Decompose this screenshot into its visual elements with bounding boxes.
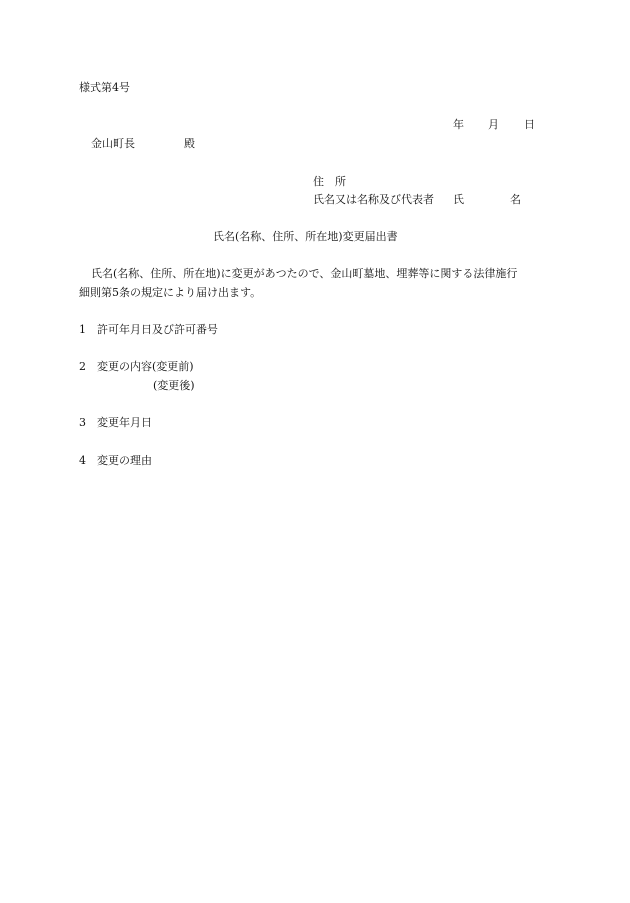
item-number: 4 <box>79 454 86 467</box>
date-day-label: 日 <box>524 118 535 131</box>
applicant-name-label: 氏名又は名称及び代表者 <box>313 193 434 206</box>
date-month-label: 月 <box>488 118 499 131</box>
body-line-2: 細則第5条の規定により届け出ます。 <box>79 286 262 299</box>
addressee-honorific: 殿 <box>184 137 195 150</box>
item-number: 1 <box>79 323 86 336</box>
document-title: 氏名(名称、住所、所在地)変更届出書 <box>213 230 398 243</box>
item-text: 変更の内容(変更前) <box>97 360 194 373</box>
item-number: 2 <box>79 360 86 373</box>
applicant-address-label: 住 所 <box>313 175 346 188</box>
item-subtext: (変更後) <box>153 379 195 392</box>
applicant-name-char-1: 氏 <box>453 193 464 206</box>
item-text: 変更年月日 <box>97 416 152 429</box>
item-text: 変更の理由 <box>97 454 152 467</box>
item-number: 3 <box>79 416 86 429</box>
item-text: 許可年月日及び許可番号 <box>97 323 218 336</box>
form-number: 様式第4号 <box>79 81 130 94</box>
applicant-name-char-2: 名 <box>510 193 521 206</box>
body-line-1: 氏名(名称、住所、所在地)に変更があつたので、金山町墓地、埋葬等に関する法律施行 <box>91 267 518 280</box>
date-year-label: 年 <box>453 118 464 131</box>
addressee-name: 金山町長 <box>91 137 135 150</box>
